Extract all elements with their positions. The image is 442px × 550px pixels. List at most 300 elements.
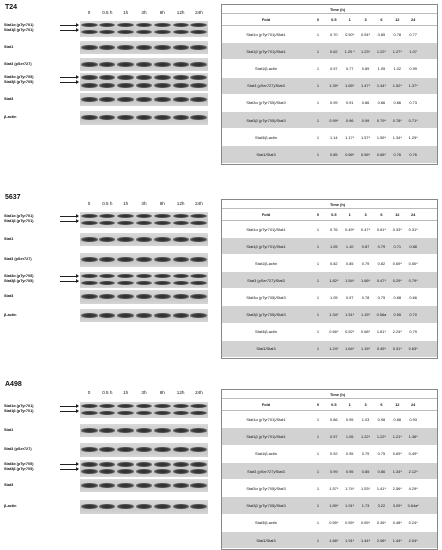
protein-band xyxy=(117,75,133,80)
protein-band xyxy=(173,83,189,88)
table-cell: 0.55* xyxy=(345,520,355,526)
table-cell: 1.34* xyxy=(392,134,402,140)
cell-line-title: 5637 xyxy=(5,194,21,201)
table-row xyxy=(222,324,437,341)
table-cell: 0.31* xyxy=(392,346,402,352)
table-cell: 0.97 xyxy=(330,65,338,71)
table-cell: 1 xyxy=(316,485,320,491)
table-cell: 1.22* xyxy=(361,433,371,439)
lane-time-header xyxy=(80,201,208,210)
table-cell: 0.33* xyxy=(392,226,402,232)
protein-band xyxy=(99,257,115,262)
blot-row-label: Stat1 xyxy=(4,45,14,49)
blot-strip xyxy=(80,212,208,228)
protein-band xyxy=(173,45,189,50)
time-column-header: 0 xyxy=(316,17,320,22)
time-column-header: 12 xyxy=(395,212,400,217)
blot-row-label: Stat3 (pSer727) xyxy=(4,62,32,66)
protein-band xyxy=(190,281,207,285)
table-cell: 0.88 xyxy=(409,243,417,249)
protein-band xyxy=(190,313,207,318)
table-cell: 0.97 xyxy=(330,433,338,439)
lane-label: 0 xyxy=(87,10,91,15)
table-cell: 0.89 xyxy=(361,65,370,71)
protein-band xyxy=(117,313,133,318)
table-cell: 0.86 xyxy=(377,468,386,474)
protein-band xyxy=(81,23,98,27)
table-cell: 0.79 xyxy=(409,329,417,335)
table-cell: 0.69* xyxy=(392,260,402,266)
protein-band xyxy=(136,404,152,408)
blot-row-label: Stat3 xyxy=(4,294,14,298)
table-cell: 1.05 xyxy=(377,65,386,71)
protein-band xyxy=(173,281,189,285)
table-cell: 0.68* xyxy=(376,151,386,157)
table-cell: 0.55* xyxy=(329,520,339,526)
table-cell: 1.66* xyxy=(361,277,371,283)
table-cell: 0.62 xyxy=(330,48,338,54)
table-row xyxy=(222,289,437,306)
table-cell: 0.36* xyxy=(376,520,386,526)
protein-band xyxy=(117,83,133,88)
protein-band xyxy=(136,257,152,262)
table-cell: 1.44* xyxy=(376,83,386,89)
protein-band xyxy=(117,221,133,225)
table-cell: 1 xyxy=(316,451,320,457)
column-header-row xyxy=(222,14,437,26)
table-cell: 0.50* xyxy=(408,260,418,266)
table-cell: 1 xyxy=(316,65,320,71)
protein-band xyxy=(81,62,98,67)
row-label: Stat1α (pTyr701)/Stat1 xyxy=(246,416,286,422)
protein-band xyxy=(99,62,115,67)
blot-strip xyxy=(80,253,208,267)
table-row xyxy=(222,221,437,238)
row-label: Stat1β (pTyr701)/Stat1 xyxy=(246,48,286,54)
row-label: Stat1β (pTyr701)/Stat1 xyxy=(246,243,286,249)
table-cell: 0.29* xyxy=(392,277,402,283)
time-header: Time (h) xyxy=(222,390,437,399)
table-cell: 1.15* xyxy=(361,346,371,352)
lane-time-header xyxy=(80,10,208,19)
band-arrow-icon xyxy=(60,30,78,31)
table-cell: 1.51* xyxy=(345,312,355,318)
protein-band xyxy=(99,462,115,467)
protein-band xyxy=(99,237,115,242)
row-label: Stat3α (pTyr705)/Stat3 xyxy=(246,294,286,300)
table-row xyxy=(222,515,437,532)
blot-strip xyxy=(80,41,208,54)
protein-band xyxy=(136,23,152,27)
table-cell: 0.85 xyxy=(345,260,354,266)
lane-label: 24h xyxy=(195,201,203,206)
table-cell: 1 xyxy=(316,468,320,474)
lane-label: 0.5 h xyxy=(102,201,113,206)
band-arrow-icon xyxy=(60,221,78,222)
table-cell: 1 xyxy=(316,48,320,54)
protein-band xyxy=(190,428,207,433)
protein-band xyxy=(99,214,115,218)
protein-band xyxy=(154,504,170,509)
protein-band xyxy=(136,447,152,452)
protein-band xyxy=(190,83,207,88)
table-cell: 0.82 xyxy=(330,260,338,266)
table-cell: 1 xyxy=(316,243,320,249)
lane-label: 24h xyxy=(195,10,203,15)
lane-label: 6h xyxy=(159,390,165,395)
protein-band xyxy=(154,294,170,299)
blot-strip xyxy=(80,309,208,322)
protein-band xyxy=(190,214,207,218)
protein-band xyxy=(99,313,115,318)
row-label: Stat1/β-actin xyxy=(255,451,277,457)
table-cell: 0.45* xyxy=(376,346,386,352)
table-row xyxy=(222,428,437,445)
table-cell: 0.52* xyxy=(345,329,355,335)
table-cell: 0.98 xyxy=(377,416,386,422)
lane-label: 12h xyxy=(176,201,185,206)
lane-label: 1h xyxy=(123,390,129,395)
row-label: Stat1α (pTyr701)/Stat1 xyxy=(246,226,286,232)
table-row xyxy=(222,272,437,289)
protein-band xyxy=(81,30,98,34)
protein-band xyxy=(81,281,98,285)
time-column-header: 12 xyxy=(395,402,400,407)
row-label: Stat3α (pTyr705)/Stat3 xyxy=(246,100,286,106)
row-label: Stat3/β-actin xyxy=(255,520,277,526)
protein-band xyxy=(99,45,115,50)
table-cell: 0.93 xyxy=(409,416,417,422)
protein-band xyxy=(136,469,152,474)
protein-band xyxy=(136,483,152,488)
table-cell: 1.82* xyxy=(329,277,339,283)
protein-band xyxy=(190,257,207,262)
table-cell: 1.02 xyxy=(393,65,402,71)
protein-band xyxy=(136,313,152,318)
time-column-header: 3 xyxy=(364,402,367,407)
table-cell: 0.56* xyxy=(361,151,371,157)
protein-band xyxy=(154,75,170,80)
protein-band xyxy=(117,483,133,488)
table-cell: 1 xyxy=(316,277,320,283)
table-cell: 0.79 xyxy=(377,243,386,249)
lane-label: 3h xyxy=(141,201,147,206)
protein-band xyxy=(99,83,115,88)
table-cell: 0.79 xyxy=(361,260,370,266)
blot-strip xyxy=(80,290,208,304)
protein-band xyxy=(81,428,98,433)
table-cell: 1.20 * xyxy=(344,48,355,54)
table-cell: 1 xyxy=(316,329,320,335)
table-cell: 4.29* xyxy=(408,485,418,491)
table-cell: 0.71 xyxy=(393,243,402,249)
row-label: Stat1α (pTyr701)/Stat1 xyxy=(246,31,286,37)
protein-band xyxy=(154,462,170,467)
table-cell: 0.95 xyxy=(345,451,354,457)
protein-band xyxy=(154,428,170,433)
protein-band xyxy=(81,447,98,452)
table-cell: 1.65* xyxy=(345,83,355,89)
protein-band xyxy=(154,257,170,262)
table-cell: 1.22* xyxy=(376,433,386,439)
table-cell: 0.86 xyxy=(361,100,370,106)
time-column-header: 1 xyxy=(348,17,351,22)
protein-band xyxy=(136,75,152,80)
blot-row-label: Stat1 xyxy=(4,428,14,432)
table-cell: 0.82 xyxy=(377,260,386,266)
time-column-header: 0 xyxy=(316,212,320,217)
table-cell: 1 xyxy=(316,416,320,422)
table-cell: 0.47* xyxy=(361,226,371,232)
table-cell: 0.61* xyxy=(376,226,386,232)
protein-band xyxy=(173,237,189,242)
protein-band xyxy=(99,281,115,285)
time-column-header: 24 xyxy=(411,17,416,22)
blot-strip xyxy=(80,58,208,71)
protein-band xyxy=(173,221,189,225)
table-row xyxy=(222,480,437,497)
lane-label: 12h xyxy=(176,10,185,15)
table-cell: 1 xyxy=(316,134,320,140)
table-cell: 1.64* xyxy=(345,346,355,352)
lane-label: 12h xyxy=(176,390,185,395)
table-row xyxy=(222,341,437,358)
table-cell: 0.68* xyxy=(361,329,371,335)
protein-band xyxy=(190,462,207,467)
table-row xyxy=(222,306,437,323)
protein-band xyxy=(81,214,98,218)
table-cell: 1 xyxy=(316,260,320,266)
table-cell: 0.75 xyxy=(377,294,386,300)
table-cell: 0.49* xyxy=(345,226,355,232)
protein-band xyxy=(117,274,133,278)
protein-band xyxy=(81,411,98,415)
table-cell: 1 xyxy=(316,31,320,37)
table-row xyxy=(222,129,437,146)
row-label: Stat3 (pSer727)/Stat3 xyxy=(247,468,285,474)
protein-band xyxy=(136,214,152,218)
row-label: Stat3β (pTyr705)/Stat3 xyxy=(246,503,286,509)
table-cell: 0.56a xyxy=(376,312,387,318)
time-column-header: 0.5 xyxy=(331,212,337,217)
table-cell: 1 xyxy=(316,537,320,543)
blot-row-label: β-actin xyxy=(4,115,17,119)
blot-row-label: Stat3 xyxy=(4,97,14,101)
table-cell: 1.47* xyxy=(361,83,371,89)
protein-band xyxy=(136,281,152,285)
table-cell: 0.78* xyxy=(392,117,402,123)
table-cell: 1.41* xyxy=(376,485,386,491)
protein-band xyxy=(136,294,152,299)
blot-strip xyxy=(80,272,208,288)
table-cell: 1.34* xyxy=(329,312,339,318)
blot-row-label: Stat3 (pSer727) xyxy=(4,447,32,451)
protein-band xyxy=(190,237,207,242)
time-column-header: 6 xyxy=(380,17,383,22)
protein-band xyxy=(190,45,207,50)
protein-band xyxy=(190,97,207,102)
table-cell: 0.77 xyxy=(409,31,417,37)
protein-band xyxy=(81,83,98,88)
table-cell: 1.06 xyxy=(345,433,354,439)
table-cell: 1 xyxy=(316,117,320,123)
protein-band xyxy=(190,411,207,415)
protein-band xyxy=(190,447,207,452)
protein-band xyxy=(117,115,133,120)
protein-band xyxy=(81,221,98,225)
fold-header: Fold xyxy=(261,402,271,407)
protein-band xyxy=(154,469,170,474)
blot-strip xyxy=(80,500,208,514)
blot-strip xyxy=(80,402,208,418)
blot-strip xyxy=(80,424,208,437)
blot-row-label: Stat1 xyxy=(4,237,14,241)
protein-band xyxy=(173,214,189,218)
table-cell: 1.44* xyxy=(392,537,402,543)
table-cell: 2.24* xyxy=(392,329,402,335)
table-cell: 0.70 xyxy=(330,31,338,37)
protein-band xyxy=(190,274,207,278)
row-label: Stat1β (pTyr701)/Stat1 xyxy=(246,433,286,439)
cell-line-title: A498 xyxy=(5,381,22,388)
fold-header: Fold xyxy=(261,212,271,217)
table-cell: 0.99 xyxy=(330,468,338,474)
table-cell: 1 xyxy=(316,151,320,157)
protein-band xyxy=(99,23,115,27)
row-label: Stat1/Stat3 xyxy=(256,151,276,157)
table-cell: 1.10 xyxy=(345,243,354,249)
protein-band xyxy=(154,274,170,278)
protein-band xyxy=(117,504,133,509)
table-row xyxy=(222,95,437,112)
lane-label: 6h xyxy=(159,201,165,206)
time-column-header: 0 xyxy=(316,402,320,407)
protein-band xyxy=(173,313,189,318)
band-arrow-icon xyxy=(60,25,78,26)
table-row xyxy=(222,26,437,43)
protein-band xyxy=(81,294,98,299)
blot-row-label: β-actin xyxy=(4,313,17,317)
table-cell: 0.99 xyxy=(361,117,370,123)
blot-row-label: Stat1α (pTyr701) Stat1β (pTyr701) xyxy=(4,404,34,413)
table-cell: 1.17* xyxy=(345,134,355,140)
table-cell: 0.75 xyxy=(377,451,386,457)
table-cell: 1.91* xyxy=(345,503,355,509)
table-cell: 0.99 xyxy=(330,100,338,106)
protein-band xyxy=(81,504,98,509)
table-cell: 0.95 xyxy=(345,468,354,474)
table-cell: 3.09* xyxy=(392,503,402,509)
table-cell: 0.85 xyxy=(361,468,370,474)
table-cell: 0.69* xyxy=(392,451,402,457)
band-arrow-icon xyxy=(60,464,78,465)
protein-band xyxy=(173,62,189,67)
table-row xyxy=(222,532,437,549)
lane-label: 0.5 h xyxy=(102,390,113,395)
table-cell: 1.66* xyxy=(329,537,339,543)
table-cell: 0.85 xyxy=(377,31,386,37)
protein-band xyxy=(154,83,170,88)
protein-band xyxy=(190,23,207,27)
table-cell: 1.74* xyxy=(345,485,355,491)
lane-label: 0 xyxy=(87,201,91,206)
table-cell: 0.70 xyxy=(409,312,417,318)
table-cell: 0.86 xyxy=(330,416,338,422)
protein-band xyxy=(117,214,133,218)
table-cell: 0.71* xyxy=(408,117,418,123)
protein-band xyxy=(81,404,98,408)
table-cell: 1.24* xyxy=(329,346,339,352)
time-column-header: 12 xyxy=(395,17,400,22)
protein-band xyxy=(117,237,133,242)
table-row xyxy=(222,255,437,272)
protein-band xyxy=(117,462,133,467)
protein-band xyxy=(173,75,189,80)
table-cell: 0.87 xyxy=(361,243,370,249)
protein-band xyxy=(99,404,115,408)
protein-band xyxy=(154,221,170,225)
protein-band xyxy=(136,115,152,120)
protein-band xyxy=(117,45,133,50)
table-cell: 1.73 xyxy=(361,503,370,509)
protein-band xyxy=(154,281,170,285)
protein-band xyxy=(81,257,98,262)
table-cell: 0.76 xyxy=(330,226,338,232)
row-label: Stat3/β-actin xyxy=(255,134,277,140)
protein-band xyxy=(173,257,189,262)
blot-strip xyxy=(80,479,208,492)
table-cell: 1.57* xyxy=(329,485,339,491)
table-cell: 2.04* xyxy=(408,537,418,543)
table-cell: 0.31* xyxy=(408,226,418,232)
protein-band xyxy=(136,504,152,509)
protein-band xyxy=(173,294,189,299)
row-label: Stat1/Stat3 xyxy=(256,537,276,543)
protein-band xyxy=(99,504,115,509)
table-cell: 0.50* xyxy=(345,31,355,37)
table-cell: 1.53* xyxy=(361,485,371,491)
blot-strip xyxy=(80,443,208,457)
table-cell: 1.07 xyxy=(409,48,417,54)
table-cell: 0.54* xyxy=(361,31,371,37)
protein-band xyxy=(173,469,189,474)
blot-row-label: Stat1α (pTyr701) Stat1β (pTyr701) xyxy=(4,23,34,32)
table-cell: 1.05 xyxy=(330,243,338,249)
table-cell: 1.29* xyxy=(408,134,418,140)
table-cell: 2.08* xyxy=(376,537,386,543)
band-arrow-icon xyxy=(60,82,78,83)
cell-line-title: T24 xyxy=(5,4,18,11)
protein-band xyxy=(99,221,115,225)
blot-row-label: β-actin xyxy=(4,504,17,508)
table-cell: 0.99 xyxy=(409,65,417,71)
protein-band xyxy=(190,30,207,34)
blot-strip xyxy=(80,460,208,477)
blot-row-label: Stat3 (pSer727) xyxy=(4,257,32,261)
protein-band xyxy=(173,462,189,467)
protein-band xyxy=(117,97,133,102)
time-column-header: 0.5 xyxy=(331,402,337,407)
protein-band xyxy=(154,214,170,218)
table-cell: 1.57* xyxy=(361,134,371,140)
protein-band xyxy=(190,75,207,80)
table-cell: 1 xyxy=(316,226,320,232)
table-cell: 2.12* xyxy=(408,468,418,474)
table-cell: 0.73 xyxy=(409,100,417,106)
protein-band xyxy=(190,504,207,509)
blot-strip xyxy=(80,21,208,37)
table-cell: 0.95 xyxy=(345,416,354,422)
